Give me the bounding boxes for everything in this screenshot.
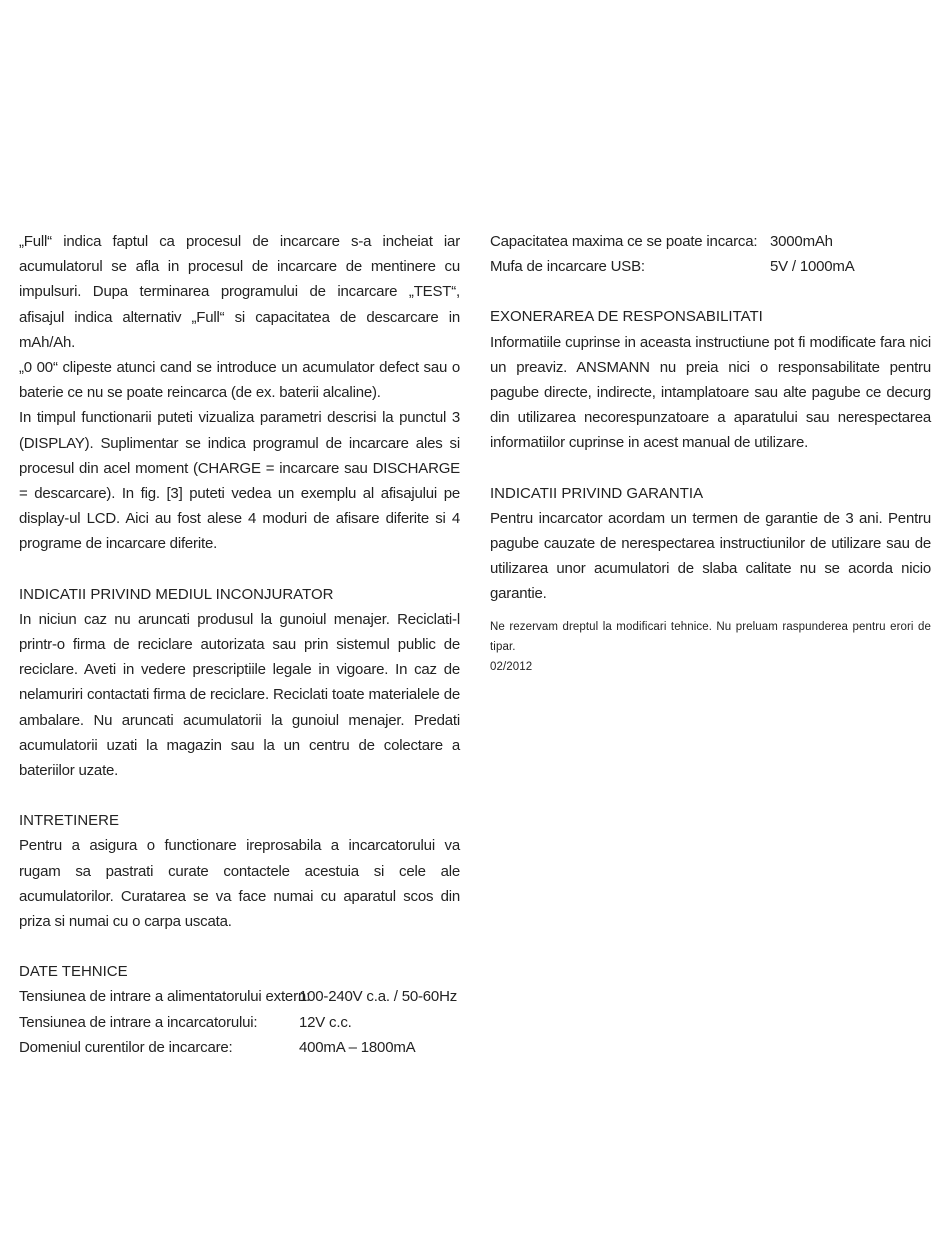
spec-value: 400mA – 1800mA	[299, 1038, 416, 1056]
technical-data-heading: DATE TEHNICE	[19, 963, 128, 981]
spec-row	[19, 984, 460, 1009]
spec-label: Capacitatea maxima ce se poate incarca:	[490, 233, 758, 250]
disclaimer-text: Informatiile cuprinse in aceasta instructiune pot fi modificate fara nici un preaviz. ANSMANN nu preia nici o responsabilitate pentru pagube directe, indirecte, intamplatoare sau alte pagube ce decurg din utilizarea necorespunzatoare a aparatului sau nerespectarea informatiilor cuprinse in acest manual de utilizare.	[490, 333, 931, 452]
paragraph-full-indicator: „Full“ indica faptul ca procesul de incarcare s-a incheiat iar acumulatorul se afla in procesul de incarcare de mentinere cu impulsuri. Dupa terminarea programului de incarcare „TEST“, afisajul indica alternativ „Full“ si capacitatea de descarcare in mAh/Ah.	[19, 233, 460, 351]
spec-row	[490, 254, 931, 279]
spec-value: 5V / 1000mA	[770, 258, 855, 276]
spec-label: Domeniul curentilor de incarcare:	[19, 1038, 233, 1056]
paragraph-error-indicator: „0 00“ clipeste atunci cand se introduce un acumulator defect sau o baterie ce nu se poate reincarca (de ex. baterii alcaline).	[19, 359, 460, 402]
spec-row	[19, 1035, 460, 1060]
maintenance-heading: INTRETINERE	[19, 812, 120, 830]
spec-label: Tensiunea de intrare a alimentatorului extern:	[19, 988, 310, 1006]
left-column	[19, 229, 460, 1060]
spec-value: 100-240V c.a. / 50-60Hz	[299, 988, 457, 1006]
warranty-text: Pentru incarcator acordam un termen de garantie de 3 ani. Pentru pagube cauzate de nerespectarea instructiunilor de utilizare sau de utilizarea unor acumulatori de slaba calitate nu se acorda nicio garantie.	[490, 509, 931, 603]
fine-print	[490, 617, 931, 677]
environment-text: In niciun caz nu aruncati produsul la gunoiul menajer. Reciclati-l printr-o firma de reciclare autorizata sau prin sistemul public de reciclare. Aveti in vedere prescriptiile legale in vigoare. In caz de nelamuriri contactati firma de reciclare. Reciclati toate materialele de ambalare. Nu aruncati acumulatorii la gunoiul menajer. Predati acumulatorii uzati la magazin sau la un centru de colectare a bateriilor uzate.	[19, 610, 460, 780]
spec-value: 3000mAh	[770, 233, 833, 250]
paragraph-display-info: In timpul functionarii puteti vizualiza parametri descrisi la punctul 3 (DISPLAY). Suplimentar se indica programul de incarcare ales si procesul din acel moment (CHARGE = incarcare sau DISCHARGE = descarcare). In fig. [3] puteti vedea un exemplu al afisajului pe display-ul LCD. Aici au fost alese 4 moduri de afisare diferite si 4 programe de incarcare diferite.	[19, 409, 460, 553]
spec-row	[19, 1010, 460, 1035]
fine-print-text: Ne rezervam dreptul la modificari tehnice. Nu preluam raspunderea pentru erori de tipar.	[490, 620, 931, 653]
right-column	[490, 229, 931, 677]
date-code: 02/2012	[490, 660, 533, 673]
spec-row	[490, 229, 931, 254]
environment-heading: INDICATII PRIVIND MEDIUL INCONJURATOR	[19, 585, 334, 603]
warranty-heading: INDICATII PRIVIND GARANTIA	[490, 484, 704, 502]
disclaimer-heading: EXONERAREA DE RESPONSABILITATI	[490, 308, 763, 326]
maintenance-text: Pentru a asigura o functionare ireprosabila a incarcatorului va rugam sa pastrati curate contactele acestuia si cele ale acumulatorilor. Curatarea se va face numai cu aparatul scos din priza si numai cu o carpa uscata.	[19, 837, 460, 931]
spec-label: Mufa de incarcare USB:	[490, 258, 645, 276]
spec-label: Tensiunea de intrare a incarcatorului:	[19, 1013, 258, 1031]
spec-value: 12V c.c.	[299, 1013, 352, 1031]
